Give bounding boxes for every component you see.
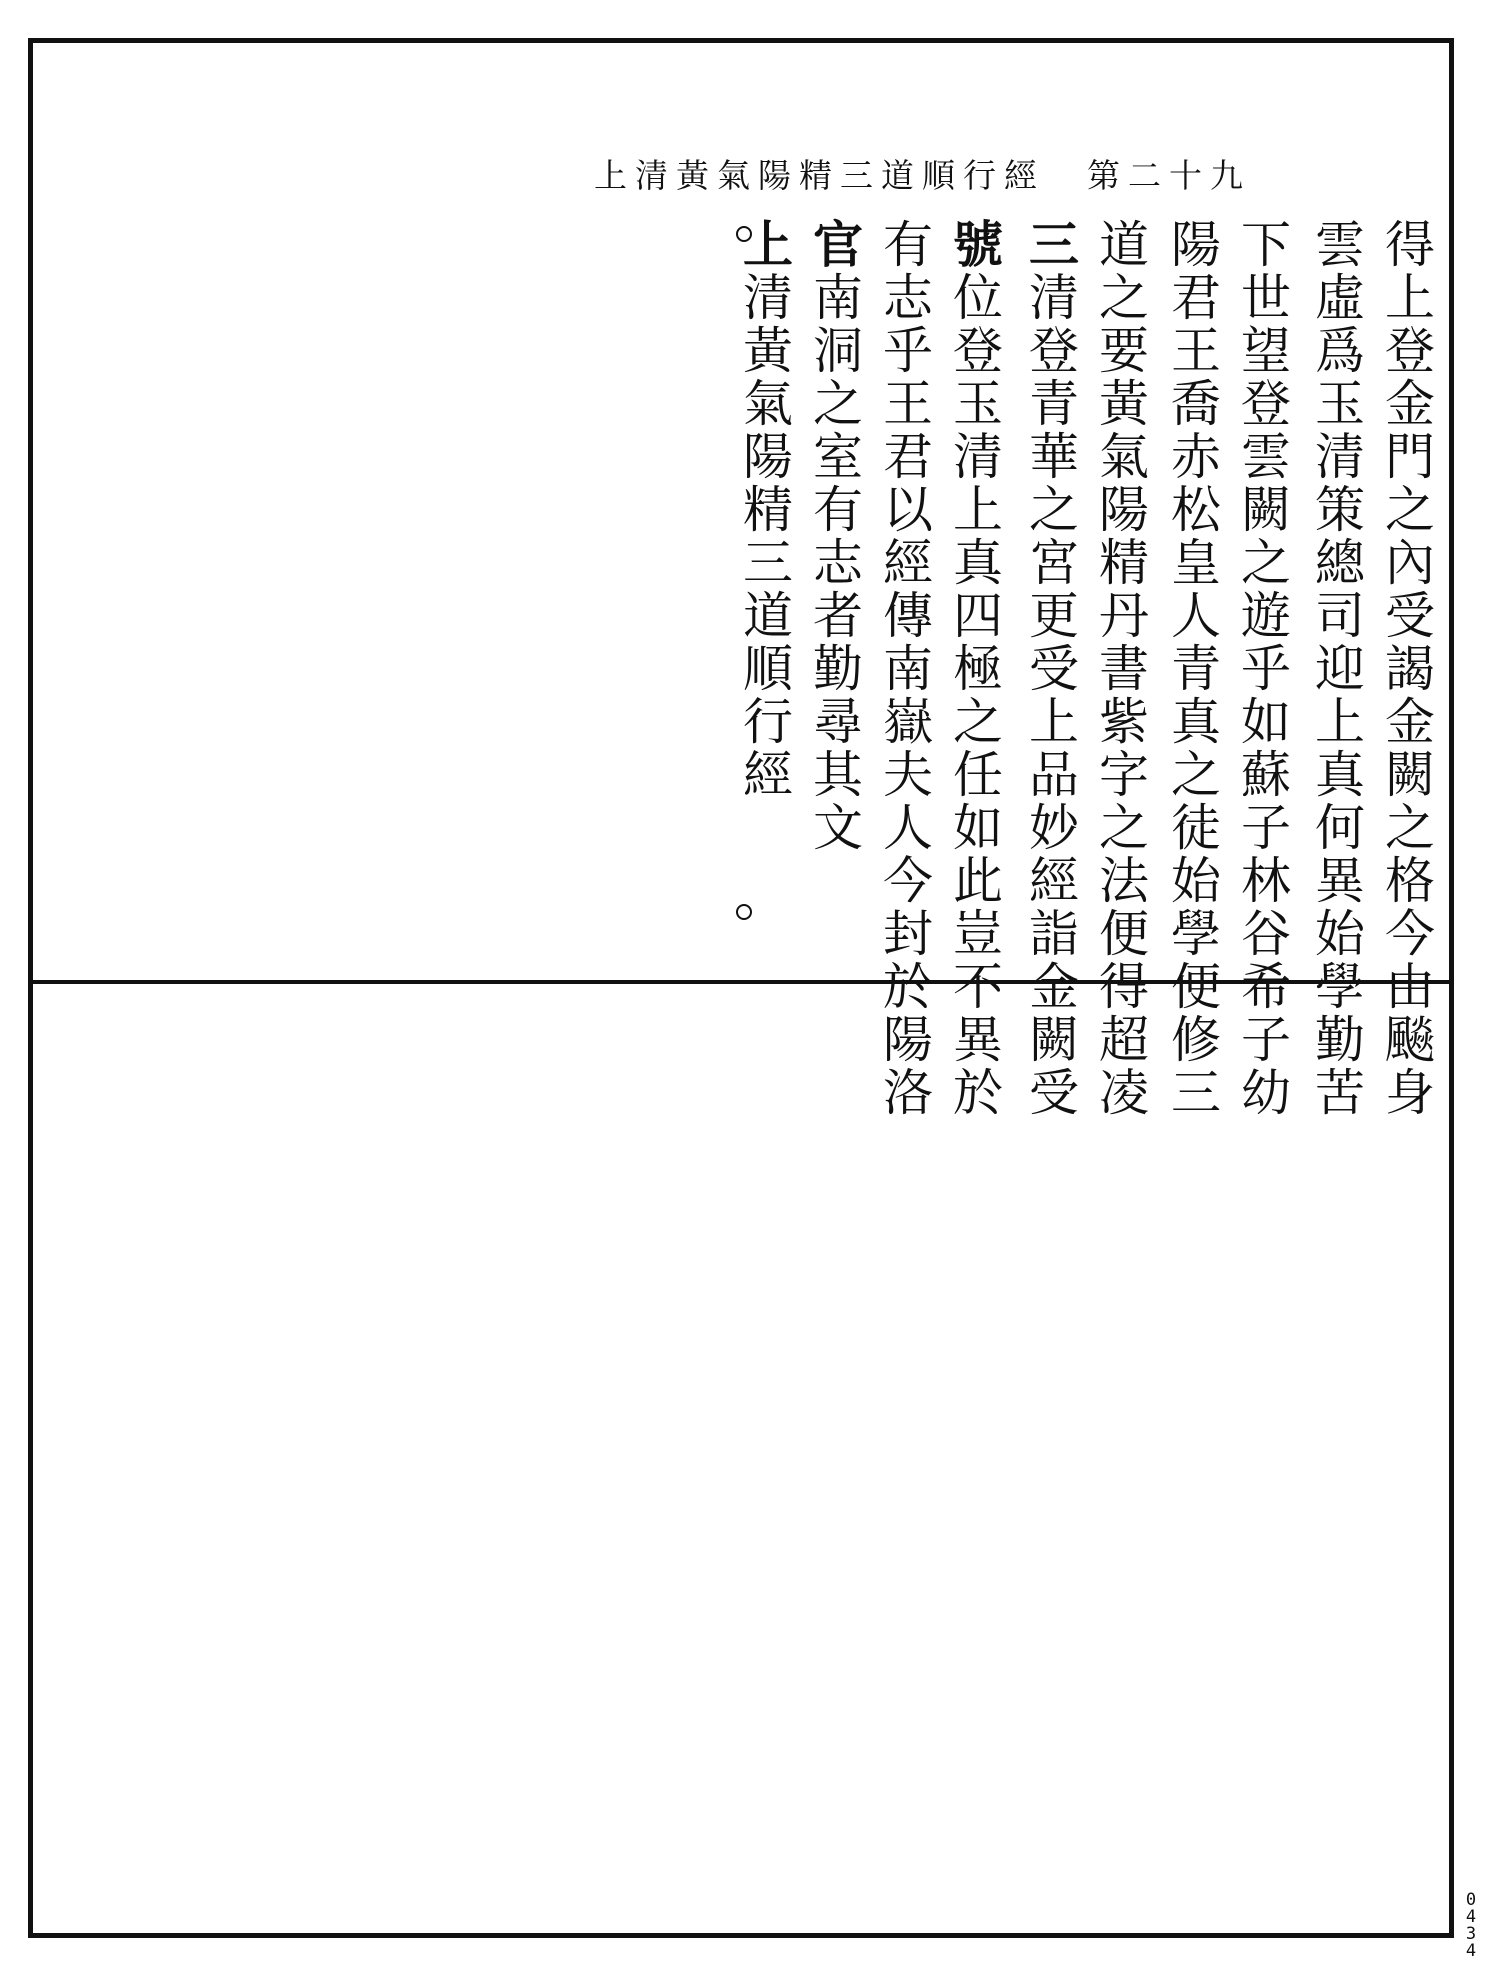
header-folio: 第二十九: [1087, 156, 1251, 195]
text-column-3: 下世望登雲闕之遊乎如蘇子林谷希子幼: [1233, 218, 1291, 1119]
running-head: [594, 150, 1251, 197]
circle-mark-top: [736, 226, 752, 242]
circle-mark-bottom: [736, 904, 752, 920]
text-column-4: 陽君王喬赤松皇人青真之徒始學便修三: [1163, 218, 1221, 1119]
text-column-10: 上清黃氣陽精三道順行經: [735, 218, 794, 801]
text-column-8: 有志乎王君以經傳南嶽夫人今封於陽洛: [875, 218, 933, 1119]
text-column-7: 號位登玉清上真四極之任如此豈不異於: [945, 218, 1004, 1119]
text-column-9: 官南洞之室有志者勤尋其文: [805, 218, 864, 854]
text-column-5: 道之要黃氣陽精丹書紫字之法便得超凌: [1091, 218, 1149, 1119]
text-column-1: 得上登金門之內受謁金闕之格今由飈身: [1377, 218, 1435, 1119]
text-column-2: 雲虛爲玉清策總司迎上真何異始學勤苦: [1307, 218, 1365, 1119]
text-column-6: 三清登青華之宮更受上品妙經詣金闕受: [1021, 218, 1080, 1119]
header-title: 上清黃氣陽精三道順行經: [594, 156, 1045, 195]
page-number: 0434: [1465, 1890, 1477, 1961]
